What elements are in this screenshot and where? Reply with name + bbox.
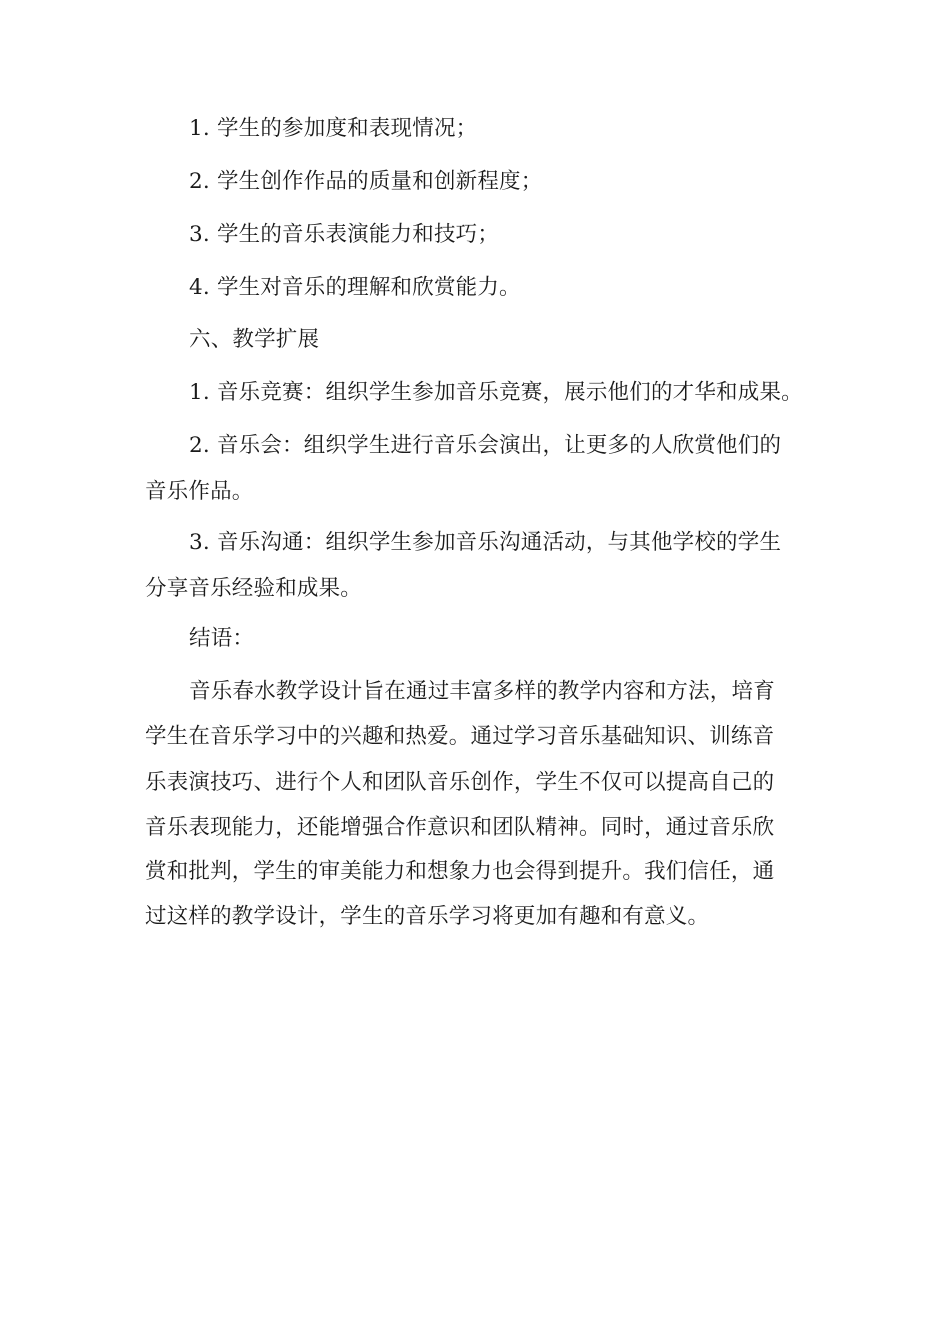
- extension-item-3-line-1: 3. 音乐沟通：组织学生参加音乐沟通活动，与其他学校的学生: [189, 530, 782, 555]
- extension-item-3-line-2: 分享音乐经验和成果。: [145, 576, 363, 601]
- extension-item-2-line-2: 音乐作品。: [145, 479, 254, 504]
- conclusion-line-5: 赏和批判，学生的审美能力和想象力也会得到提升。我们信任，通: [145, 859, 775, 884]
- evaluation-item-1: 1. 学生的参加度和表现情况；: [189, 116, 478, 141]
- evaluation-item-3: 3. 学生的音乐表演能力和技巧；: [189, 222, 500, 247]
- evaluation-item-2: 2. 学生创作作品的质量和创新程度；: [189, 169, 543, 194]
- conclusion-line-6: 过这样的教学设计，学生的音乐学习将更加有趣和有意义。: [145, 904, 710, 929]
- conclusion-line-4: 音乐表现能力，还能增强合作意识和团队精神。同时，通过音乐欣: [145, 815, 775, 840]
- evaluation-item-4: 4. 学生对音乐的理解和欣赏能力。: [189, 275, 521, 300]
- conclusion-line-3: 乐表演技巧、进行个人和团队音乐创作，学生不仅可以提高自己的: [145, 770, 775, 795]
- extension-item-1: 1. 音乐竞赛：组织学生参加音乐竞赛，展示他们的才华和成果。: [189, 380, 803, 405]
- extension-item-2-line-1: 2. 音乐会：组织学生进行音乐会演出，让更多的人欣赏他们的: [189, 433, 782, 458]
- conclusion-line-1: 音乐春水教学设计旨在通过丰富多样的教学内容和方法，培育: [189, 679, 775, 704]
- section-title-extension: 六、教学扩展: [189, 327, 320, 352]
- conclusion-line-2: 学生在音乐学习中的兴趣和热爱。通过学习音乐基础知识、训练音: [145, 724, 775, 749]
- conclusion-title: 结语：: [189, 626, 255, 651]
